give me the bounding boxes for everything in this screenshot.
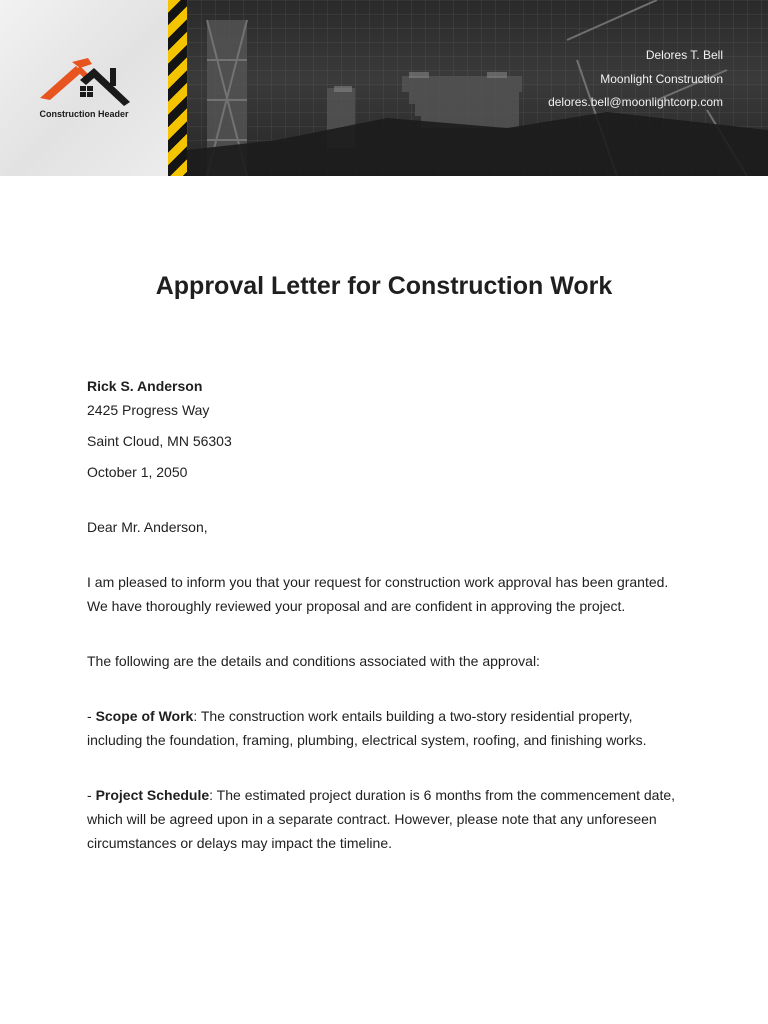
conditions-intro: The following are the details and conditions associated with the approval:: [87, 653, 540, 669]
condition-item-scope: [87, 704, 687, 752]
sender-company: Moonlight Construction: [600, 71, 723, 86]
hazard-stripe: [168, 0, 187, 176]
item-prefix: -: [87, 708, 96, 724]
letter-date: October 1, 2050: [87, 464, 188, 480]
sender-email: delores.bell@moonlightcorp.com: [548, 95, 723, 109]
item-label: Project Schedule: [95, 787, 210, 803]
recipient-city: Saint Cloud, MN 56303: [87, 433, 232, 449]
house-hammer-logo-icon: [36, 54, 132, 110]
item-text: : The construction work entails building a two-story residential property, including the foundation, framing, plumbing, electrical system, roofing, and finishing works.: [87, 708, 647, 748]
condition-item-schedule: [87, 783, 687, 855]
letter-header: [0, 0, 768, 176]
logo-panel: [0, 0, 168, 176]
sender-contact: [548, 44, 723, 115]
recipient-street: 2425 Progress Way: [87, 402, 210, 418]
item-prefix: -: [87, 787, 96, 803]
item-text: : The estimated project duration is 6 months from the commencement date, which will be agreed upon in a separate contract. However, please note that any unforeseen circumstances or delays may impact the timeline.: [87, 787, 676, 851]
recipient-name: Rick S. Anderson: [87, 378, 203, 394]
letter-content: [87, 374, 687, 855]
construction-photo: [187, 0, 768, 176]
sender-name: Delores T. Bell: [645, 48, 723, 62]
logo-text: Construction Header: [39, 109, 129, 119]
item-label: Scope of Work: [95, 708, 194, 724]
letter-title: Approval Letter for Construction Work: [155, 272, 613, 300]
intro-paragraph: I am pleased to inform you that your request for construction work approval has been granted. We have thoroughly reviewed your proposal and are confident in approving the project.: [87, 574, 669, 614]
salutation: Dear Mr. Anderson,: [87, 519, 208, 535]
